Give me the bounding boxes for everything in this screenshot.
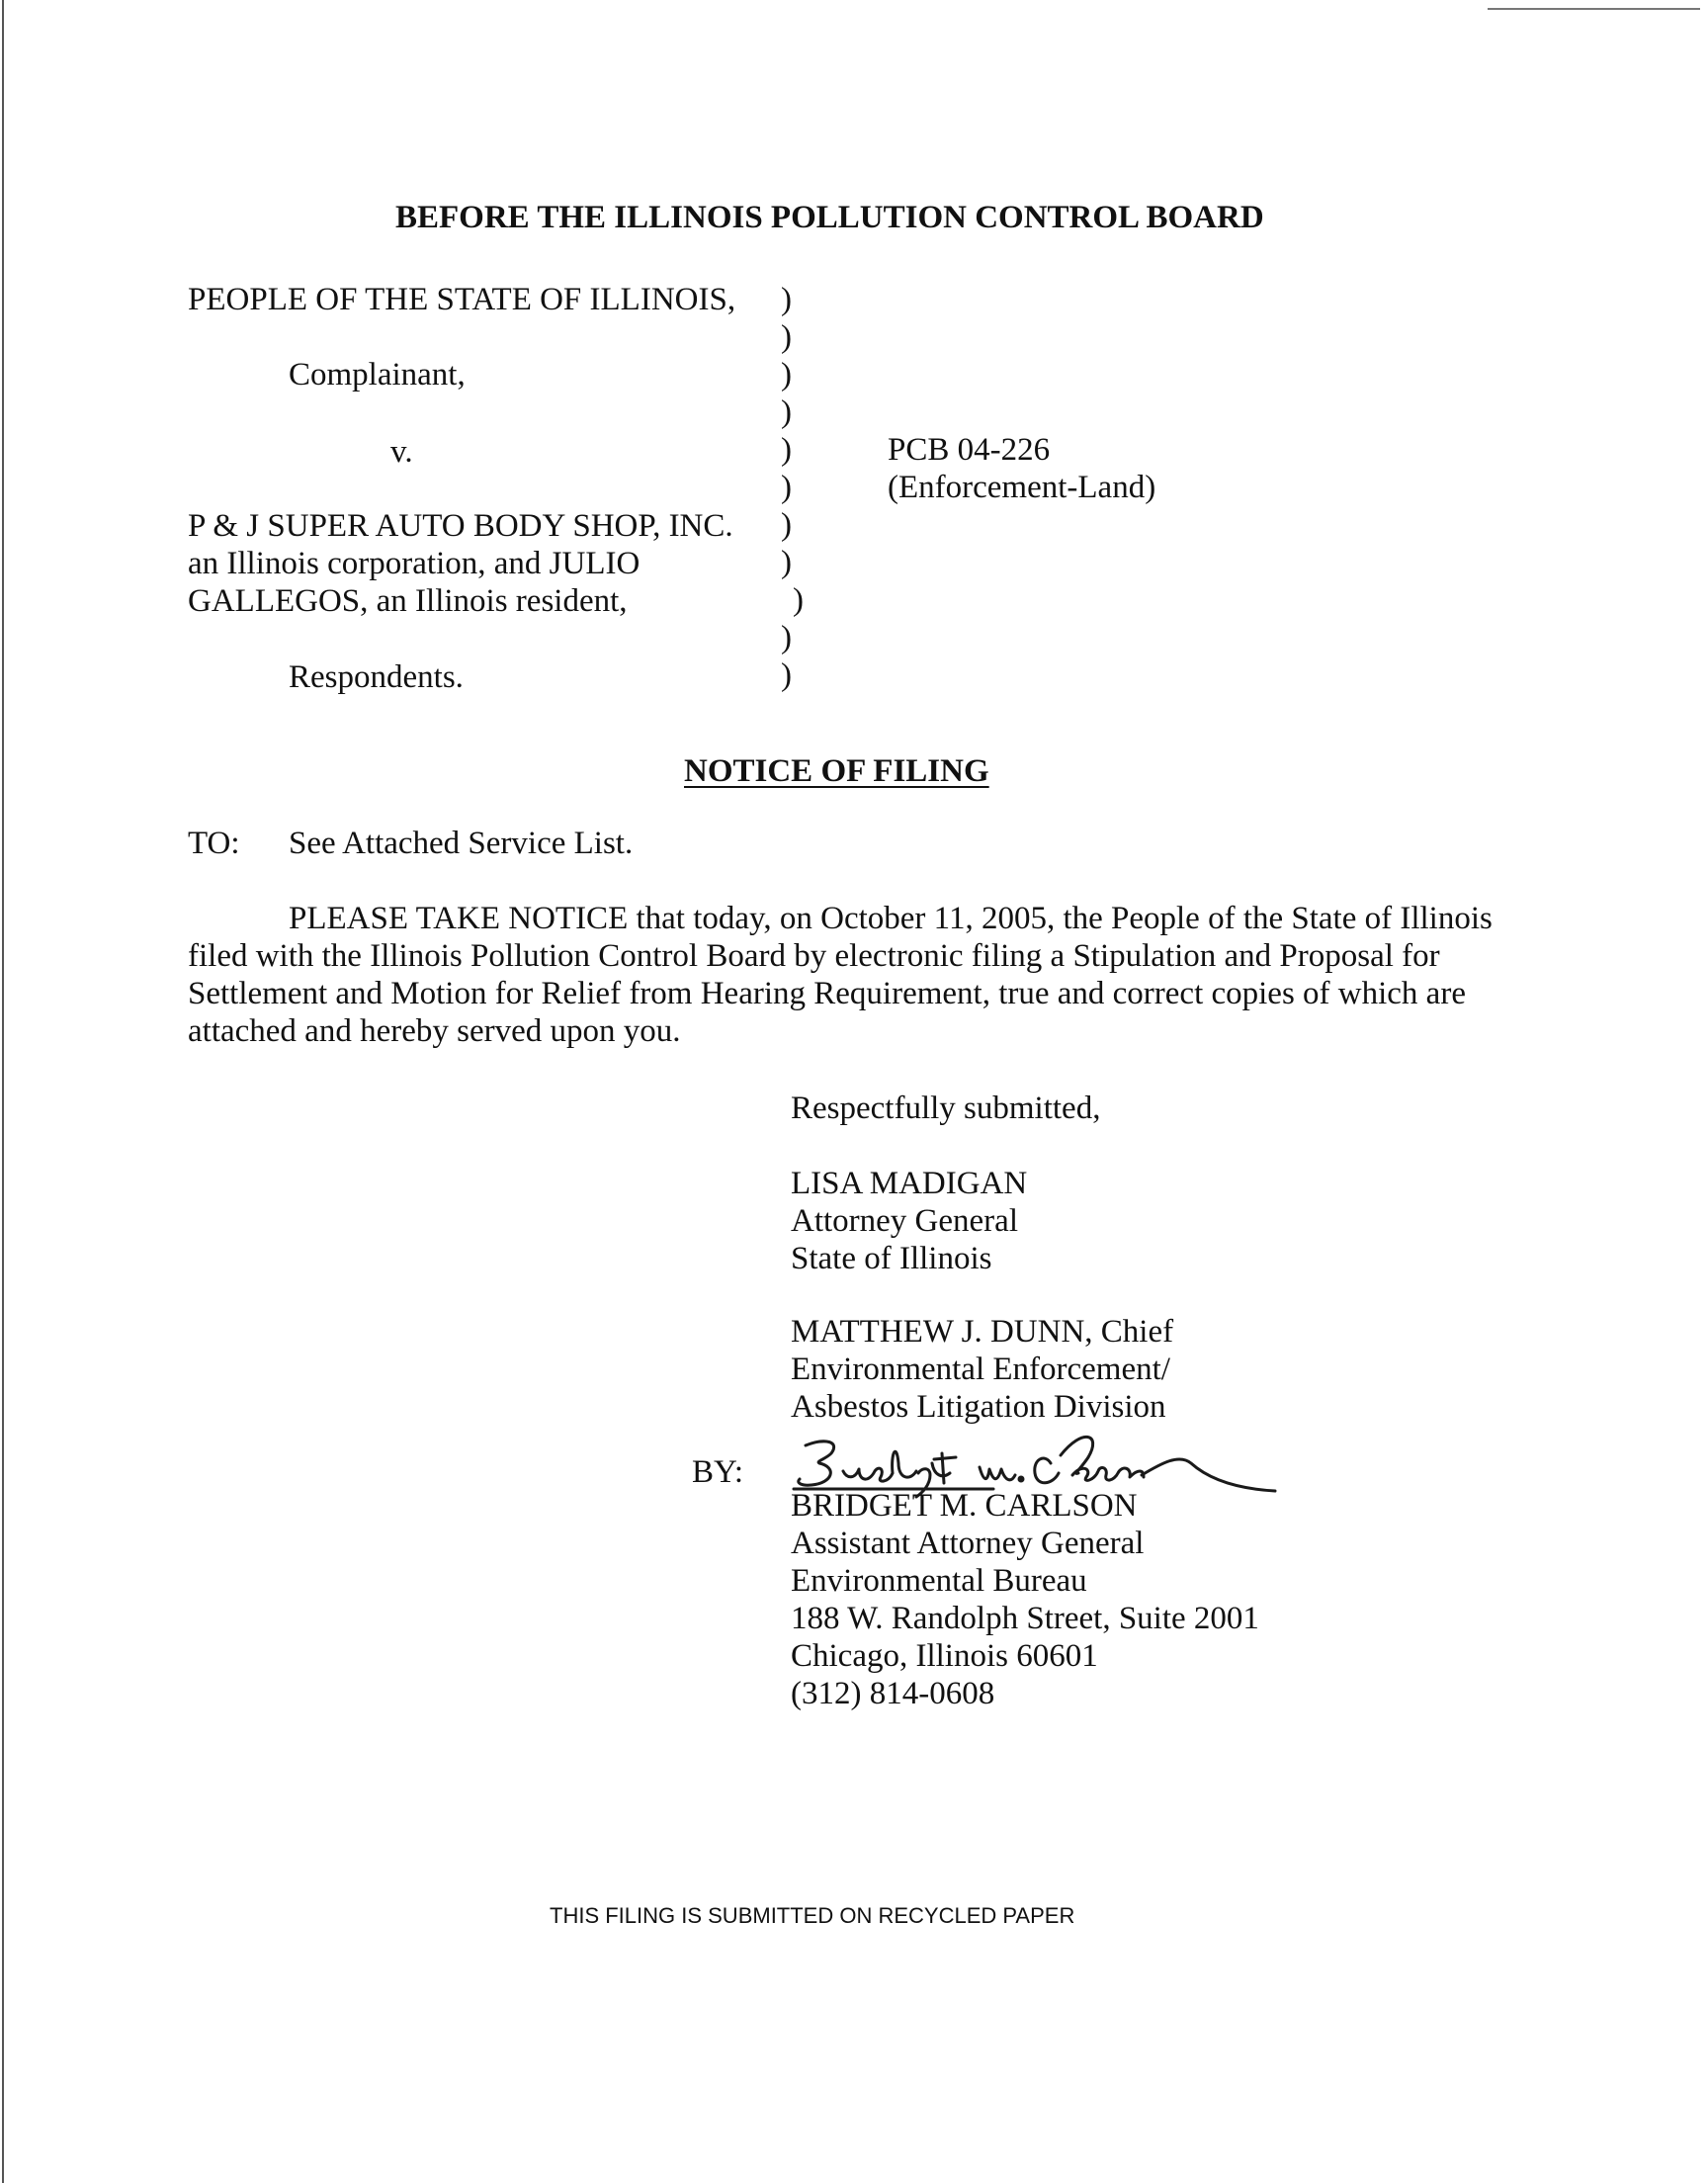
board-heading: BEFORE THE ILLINOIS POLLUTION CONTROL BOARD [395, 200, 1264, 235]
signer-title: Assistant Attorney General [791, 1526, 1145, 1561]
respondent-line-1: P & J SUPER AUTO BODY SHOP, INC. [188, 508, 733, 544]
complainant-role: Complainant, [289, 357, 466, 393]
notice-body: PLEASE TAKE NOTICE that today, on October 11, 2005, the People of the State of Illinois filed with the Illinois Pollution Control Board by electronic filing a Stipulation and Proposal for Settlement and Motion for Relief from Hearing Requirement, true and correct copies of which are attached and hereby served upon you. [188, 901, 1493, 1049]
to-value: See Attached Service List. [289, 826, 634, 861]
respondent-line-2: an Illinois corporation, and JULIO [188, 546, 640, 581]
scan-edge-line [2, 0, 4, 2183]
caption-paren: ) [781, 507, 792, 543]
respondent-role: Respondents. [289, 659, 464, 695]
ag-name: LISA MADIGAN [791, 1166, 1028, 1201]
caption-paren: ) [781, 432, 792, 468]
by-label: BY: [692, 1454, 743, 1490]
address-street: 188 W. Randolph Street, Suite 2001 [791, 1601, 1259, 1636]
versus-label: v. [390, 434, 413, 470]
chief-division-2: Asbestos Litigation Division [791, 1389, 1166, 1425]
caption-paren: ) [781, 545, 792, 580]
recycled-paper-footer: THIS FILING IS SUBMITTED ON RECYCLED PAPER [550, 1903, 1075, 1928]
case-number: PCB 04-226 [888, 432, 1051, 468]
closing: Respectfully submitted, [791, 1091, 1101, 1126]
chief-name: MATTHEW J. DUNN, Chief [791, 1314, 1174, 1350]
case-type: (Enforcement-Land) [888, 470, 1156, 505]
signer-name: BRIDGET M. CARLSON [791, 1488, 1138, 1524]
complainant-line: PEOPLE OF THE STATE OF ILLINOIS, [188, 282, 736, 317]
to-label: TO: [188, 826, 240, 861]
caption-paren: ) [781, 319, 792, 355]
caption-paren: ) [793, 582, 804, 618]
ag-title: Attorney General [791, 1203, 1018, 1239]
scan-top-line [1488, 8, 1700, 10]
ag-state: State of Illinois [791, 1241, 992, 1276]
signer-bureau: Environmental Bureau [791, 1563, 1087, 1599]
caption-paren: ) [781, 357, 792, 393]
caption-paren: ) [781, 470, 792, 505]
address-city: Chicago, Illinois 60601 [791, 1638, 1098, 1674]
caption-paren: ) [781, 282, 792, 317]
chief-division-1: Environmental Enforcement/ [791, 1352, 1170, 1387]
caption-paren: ) [781, 657, 792, 693]
respondent-line-3: GALLEGOS, an Illinois resident, [188, 583, 628, 619]
notice-title: NOTICE OF FILING [684, 753, 989, 789]
phone-number: (312) 814-0608 [791, 1676, 995, 1711]
caption-paren: ) [781, 620, 792, 655]
caption-paren: ) [781, 394, 792, 430]
